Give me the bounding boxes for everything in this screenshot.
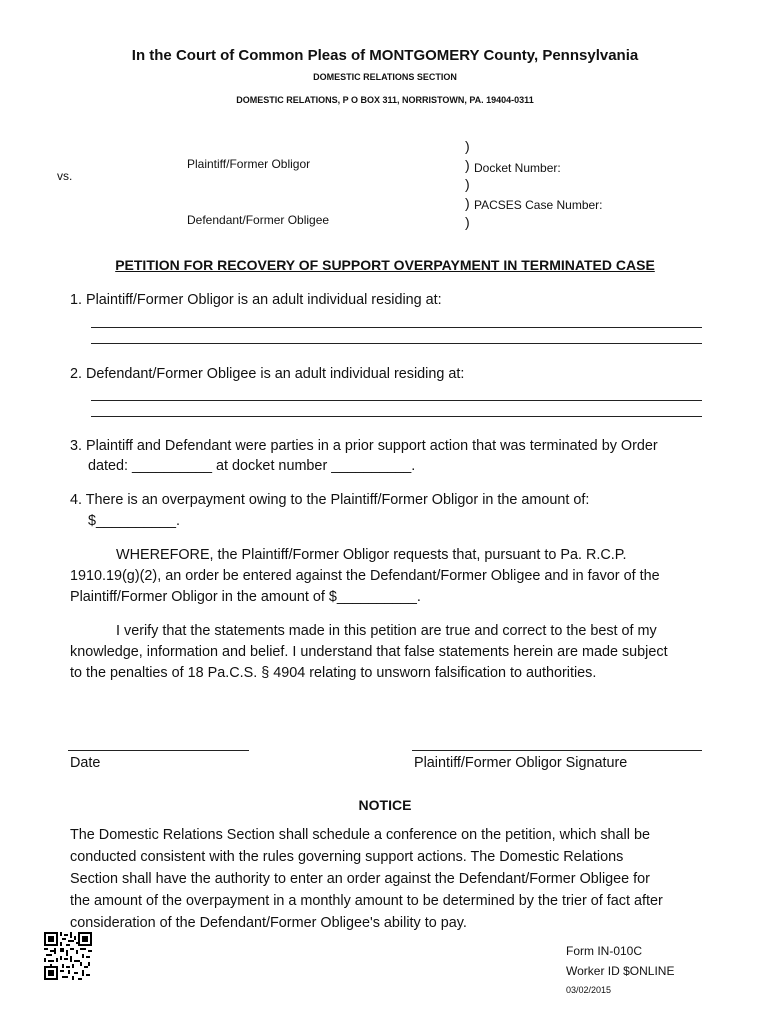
paragraph-2: 2. Defendant/Former Obligee is an adult individual residing at: <box>70 366 465 382</box>
form-number: Form IN-010C <box>566 944 643 958</box>
verify-line-2: knowledge, information and belief. I understand that false statements herein are made subject <box>70 644 668 660</box>
address-line-2[interactable] <box>91 343 702 344</box>
qr-code-icon <box>44 932 92 980</box>
verify-line-1: I verify that the statements made in this petition are true and correct to the best of my <box>116 623 657 639</box>
pacses-number-label: PACSES Case Number: <box>474 198 603 212</box>
caption-paren: ) <box>465 176 470 192</box>
verify-line-3: to the penalties of 18 Pa.C.S. § 4904 relating to unsworn falsification to authorities. <box>70 665 597 681</box>
caption-paren: ) <box>465 157 470 173</box>
obligor-signature-line[interactable] <box>412 750 702 751</box>
versus-label: vs. <box>57 169 73 183</box>
overpayment-amount-field[interactable]: $__________. <box>88 513 181 529</box>
notice-line-2: conducted consistent with the rules governing support actions. The Domestic Relations <box>70 849 624 865</box>
paragraph-4: 4. There is an overpayment owing to the Plaintiff/Former Obligor in the amount of: <box>70 492 590 508</box>
wherefore-line-3[interactable]: Plaintiff/Former Obligor in the amount of $__________. <box>70 589 421 605</box>
section-name: DOMESTIC RELATIONS SECTION <box>313 72 457 82</box>
caption-paren: ) <box>465 214 470 230</box>
date-label: Date <box>70 755 101 771</box>
notice-line-4: the amount of the overpayment in a monthly amount to be determined by the trier of fact after <box>70 893 663 909</box>
docket-number-label: Docket Number: <box>474 161 561 175</box>
address-line-1[interactable] <box>91 327 702 328</box>
address-line-3[interactable] <box>91 400 702 401</box>
court-title: In the Court of Common Pleas of MONTGOMERY County, Pennsylvania <box>131 47 639 64</box>
paragraph-3: 3. Plaintiff and Defendant were parties in a prior support action that was terminated by Order <box>70 438 658 454</box>
notice-line-1: The Domestic Relations Section shall schedule a conference on the petition, which shall be <box>70 827 650 843</box>
form-date: 03/02/2015 <box>566 985 612 995</box>
notice-line-3: Section shall have the authority to enter an order against the Defendant/Former Obligee for <box>70 871 650 887</box>
paragraph-1: 1. Plaintiff/Former Obligor is an adult individual residing at: <box>70 292 442 308</box>
notice-line-5: consideration of the Defendant/Former Obligee's ability to pay. <box>70 915 467 931</box>
date-signature-line[interactable] <box>68 750 249 751</box>
plaintiff-caption: Plaintiff/Former Obligor <box>187 157 311 171</box>
paragraph-3-order-fields[interactable]: dated: __________ at docket number __________. <box>88 458 416 474</box>
petition-title: PETITION FOR RECOVERY OF SUPPORT OVERPAYMENT IN TERMINATED CASE <box>115 257 655 273</box>
worker-id: Worker ID $ONLINE <box>566 964 675 978</box>
caption-paren: ) <box>465 138 470 154</box>
defendant-caption: Defendant/Former Obligee <box>187 213 330 227</box>
notice-heading: NOTICE <box>358 797 412 813</box>
wherefore-line-1: WHEREFORE, the Plaintiff/Former Obligor requests that, pursuant to Pa. R.C.P. <box>116 547 627 563</box>
wherefore-line-2: 1910.19(g)(2), an order be entered against the Defendant/Former Obligee and in favor of the <box>70 568 660 584</box>
office-address: DOMESTIC RELATIONS, P O BOX 311, NORRISTOWN, PA. 19404-0311 <box>236 95 534 105</box>
signature-label: Plaintiff/Former Obligor Signature <box>414 755 628 771</box>
address-line-4[interactable] <box>91 416 702 417</box>
caption-paren: ) <box>465 195 470 211</box>
